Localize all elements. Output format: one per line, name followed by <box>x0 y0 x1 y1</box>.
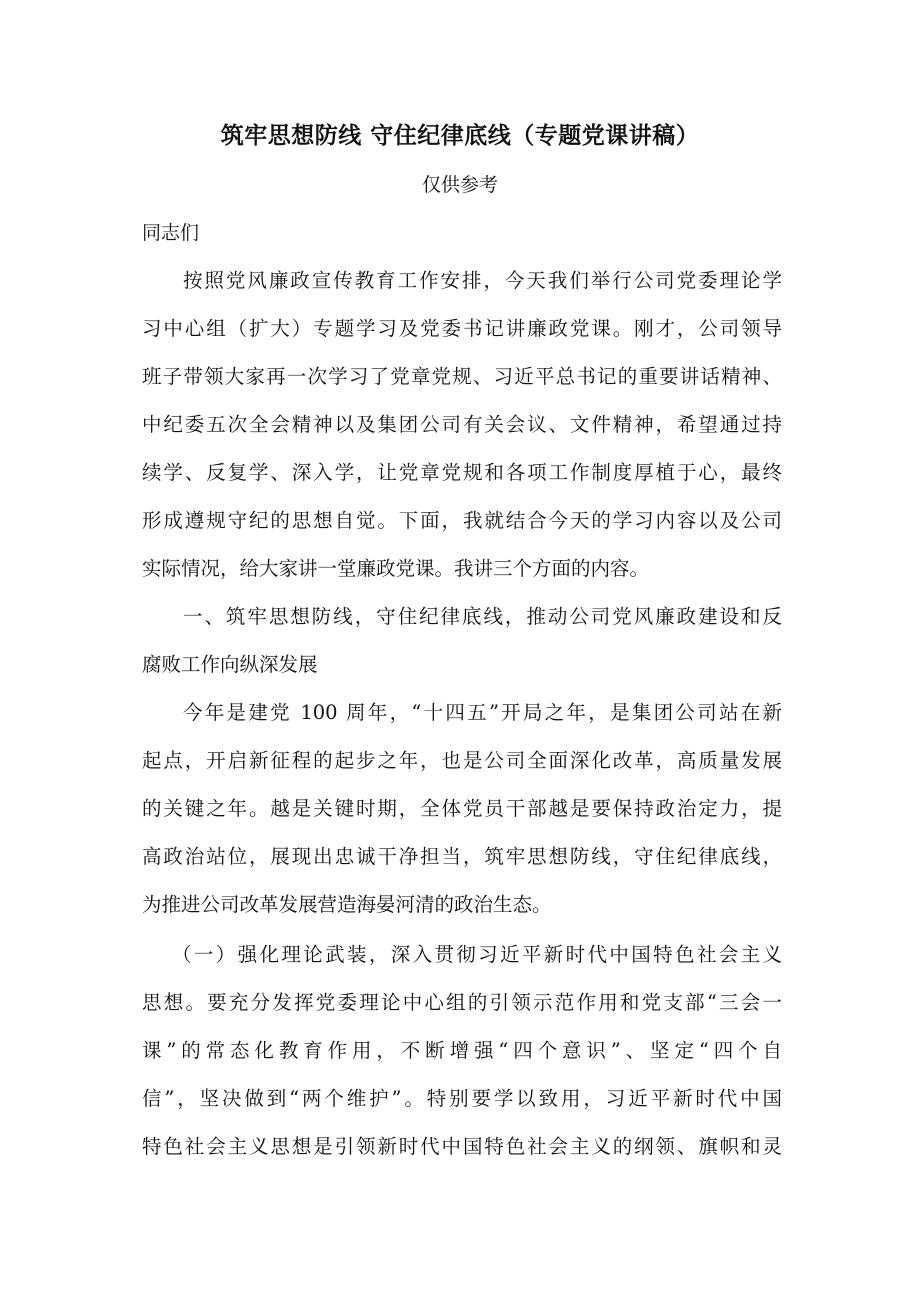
paragraph-line: 课”的常态化教育作用，不断增强“四个意识”、坚定“四个自 <box>142 1039 782 1062</box>
paragraph-line: 续学、反复学、深入学，让党章党规和各项工作制度厚植于心，最终 <box>142 461 782 484</box>
paragraph-line: 实际情况，给大家讲一堂廉政党课。我讲三个方面的内容。 <box>142 557 650 580</box>
paragraph-line: 形成遵规守纪的思想自觉。下面，我就结合今天的学习内容以及公司 <box>142 509 782 532</box>
subsection-line: （一）强化理论武装，深入贯彻习近平新时代中国特色社会主义 <box>172 943 782 966</box>
section-heading-line: 腐败工作向纵深发展 <box>142 653 318 676</box>
paragraph-line: 信”，坚决做到“两个维护”。特别要学以致用，习近平新时代中国 <box>142 1087 782 1110</box>
paragraph-line: 高政治站位，展现出忠诚干净担当，筑牢思想防线，守住纪律底线， <box>142 845 782 868</box>
document-subtitle: 仅供参考 <box>421 174 498 196</box>
salutation: 同志们 <box>142 222 200 244</box>
document-title: 筑牢思想防线 守住纪律底线（专题党课讲稿） <box>220 123 700 149</box>
paragraph-line: 起点，开启新征程的起步之年，也是公司全面深化改革，高质量发展 <box>142 749 782 772</box>
paragraph-line: 今年是建党 100 周年，“十四五”开局之年，是集团公司站在新 <box>183 701 782 724</box>
section-heading-line: 一、筑牢思想防线，守住纪律底线，推动公司党风廉政建设和反 <box>183 605 782 628</box>
paragraph-line: 特色社会主义思想是引领新时代中国特色社会主义的纲领、旗帜和灵 <box>142 1135 782 1158</box>
paragraph-line: 的关键之年。越是关键时期，全体党员干部越是要保持政治定力，提 <box>142 797 782 820</box>
paragraph-line: 按照党风廉政宣传教育工作安排，今天我们举行公司党委理论学 <box>183 269 782 292</box>
paragraph-line: 中纪委五次全会精神以及集团公司有关会议、文件精神，希望通过持 <box>142 413 782 436</box>
paragraph-line: 为推进公司改革发展营造海晏河清的政治生态。 <box>142 893 552 916</box>
paragraph-line: 习中心组（扩大）专题学习及党委书记讲廉政党课。刚才，公司领导 <box>142 317 782 340</box>
paragraph-line: 班子带领大家再一次学习了党章党规、习近平总书记的重要讲话精神、 <box>142 365 782 388</box>
paragraph-line: 思想。要充分发挥党委理论中心组的引领示范作用和党支部“三会一 <box>142 991 782 1014</box>
